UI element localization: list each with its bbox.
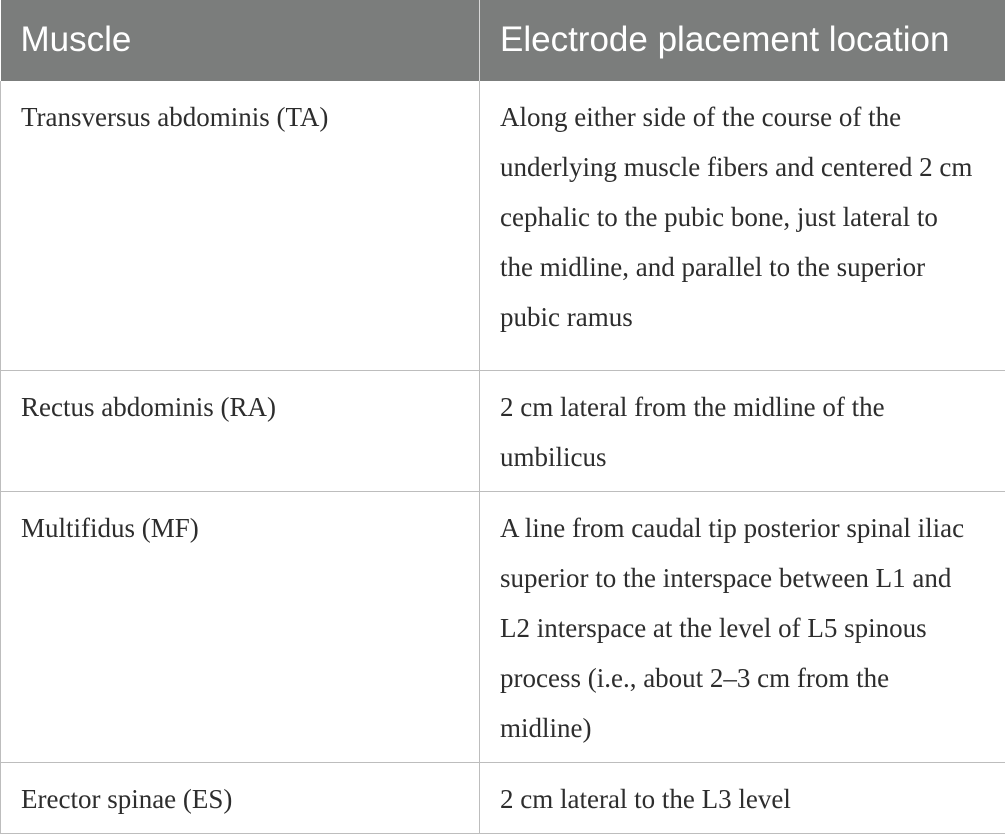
table-body [1, 81, 1005, 833]
table-row [1, 81, 1005, 370]
table-row [1, 762, 1005, 833]
location-cell: 2 cm lateral to the L3 level [480, 762, 1005, 833]
header-muscle: Muscle [1, 0, 480, 81]
muscle-cell: Rectus abdominis (RA) [1, 370, 480, 491]
header-row [1, 0, 1005, 81]
muscle-cell: Multifidus (MF) [1, 491, 480, 762]
table-header [1, 0, 1005, 81]
table-row [1, 370, 1005, 491]
location-cell: Along either side of the course of the underlying muscle fibers and centered 2 cm cephalic to the pubic bone, just lateral to the midline, and parallel to the superior pubic ramus [480, 81, 1005, 370]
muscle-cell: Erector spinae (ES) [1, 762, 480, 833]
table-row [1, 491, 1005, 762]
muscle-cell: Transversus abdominis (TA) [1, 81, 480, 370]
location-cell: A line from caudal tip posterior spinal iliac superior to the interspace between L1 and L2 interspace at the level of L5 spinous process (i.e., about 2–3 cm from the midline) [480, 491, 1005, 762]
header-electrode-placement-location: Electrode placement location [480, 0, 1005, 81]
location-cell: 2 cm lateral from the midline of the umbilicus [480, 370, 1005, 491]
